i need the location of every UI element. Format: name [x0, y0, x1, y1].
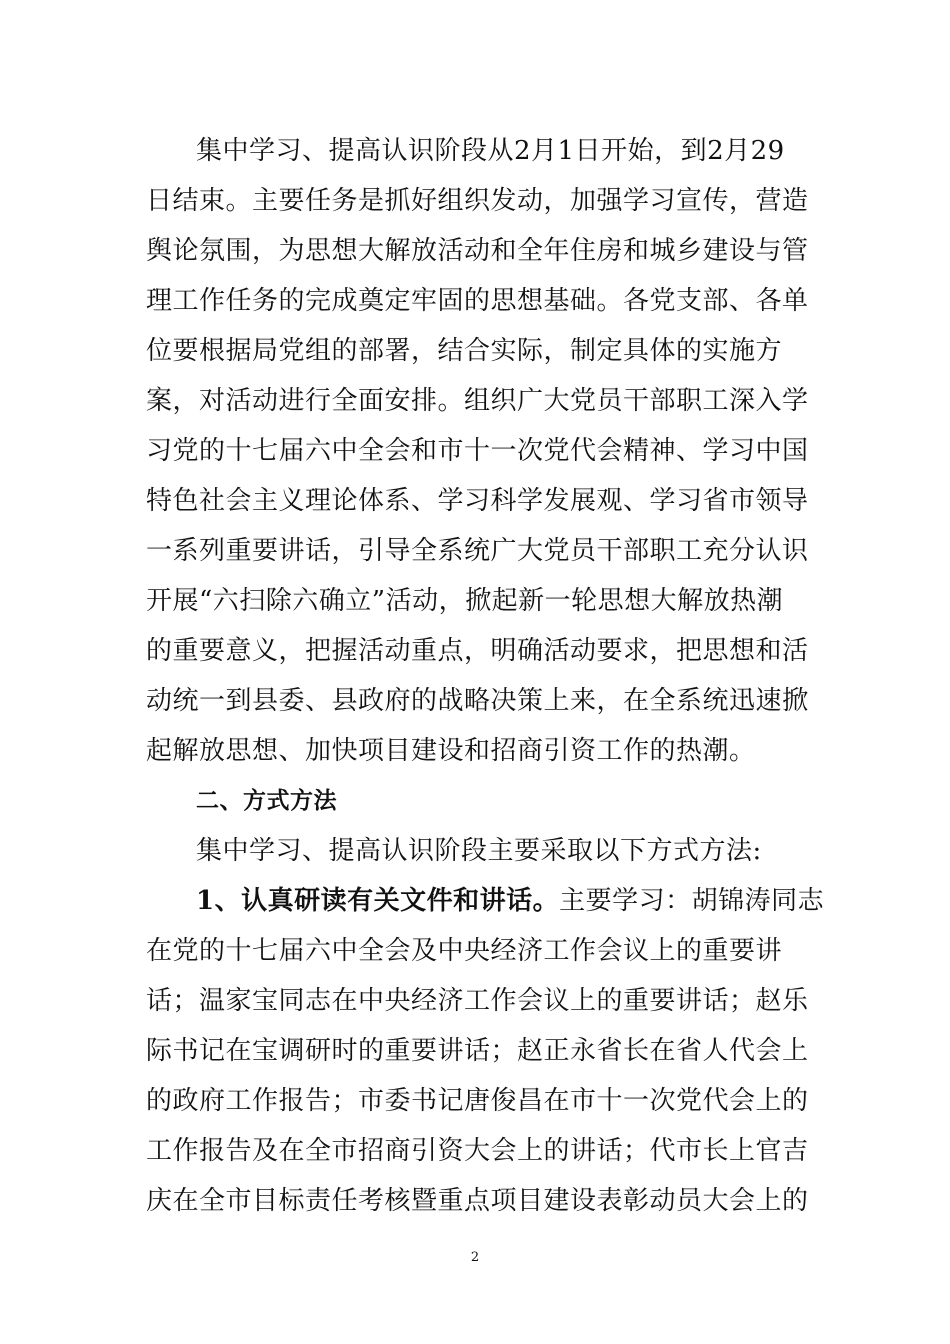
- paragraph-line: 在党的十七届六中全会及中央经济工作会议上的重要讲: [146, 936, 783, 966]
- paragraph-line: 的政府工作报告；市委书记唐俊昌在市十一次党代会上的: [146, 1086, 809, 1116]
- paragraph-line: 理工作任务的完成奠定牢固的思想基础。各党支部、各单: [146, 286, 809, 316]
- paragraph-line: 开展“六扫除六确立”活动，掀起新一轮思想大解放热潮: [146, 586, 784, 616]
- section-heading: 二、方式方法: [196, 787, 337, 814]
- item-text: 主要学习：胡锦涛同志: [559, 886, 825, 916]
- paragraph-line: 特色社会主义理论体系、学习科学发展观、学习省市领导: [146, 486, 809, 516]
- paragraph-line: 案，对活动进行全面安排。组织广大党员干部职工深入学: [146, 386, 809, 416]
- paragraph-line: 动统一到县委、县政府的战略决策上来，在全系统迅速掀: [146, 686, 809, 716]
- paragraph-line: 话；温家宝同志在中央经济工作会议上的重要讲话；赵乐: [146, 986, 809, 1016]
- paragraph-line: 起解放思想、加快项目建设和招商引资工作的热潮。: [146, 736, 756, 766]
- paragraph-line: 的重要意义，把握活动重点，明确活动要求，把思想和活: [146, 636, 809, 666]
- item-title: 1、认真研读有关文件和讲话。: [196, 886, 560, 916]
- paragraph-line: 庆在全市目标责任考核暨重点项目建设表彰动员大会上的: [146, 1186, 809, 1216]
- paragraph-line: 一系列重要讲话，引导全系统广大党员干部职工充分认识: [146, 536, 809, 566]
- paragraph-line: 际书记在宝调研时的重要讲话；赵正永省长在省人代会上: [146, 1036, 809, 1066]
- paragraph-line: 日结束。主要任务是抓好组织发动，加强学习宣传，营造: [146, 186, 809, 216]
- paragraph-line: 习党的十七届六中全会和市十一次党代会精神、学习中国: [146, 436, 809, 466]
- paragraph-line: 集中学习、提高认识阶段从2月1日开始，到2月29: [196, 136, 785, 166]
- item-first-line: [196, 886, 824, 916]
- paragraph-line: 位要根据局党组的部署，结合实际，制定具体的实施方: [146, 336, 783, 366]
- page-number: 2: [470, 1250, 480, 1265]
- section-intro: 集中学习、提高认识阶段主要采取以下方式方法:: [196, 836, 762, 866]
- paragraph-line: 舆论氛围，为思想大解放活动和全年住房和城乡建设与管: [146, 236, 809, 266]
- paragraph-line: 工作报告及在全市招商引资大会上的讲话；代市长上官吉: [146, 1136, 809, 1166]
